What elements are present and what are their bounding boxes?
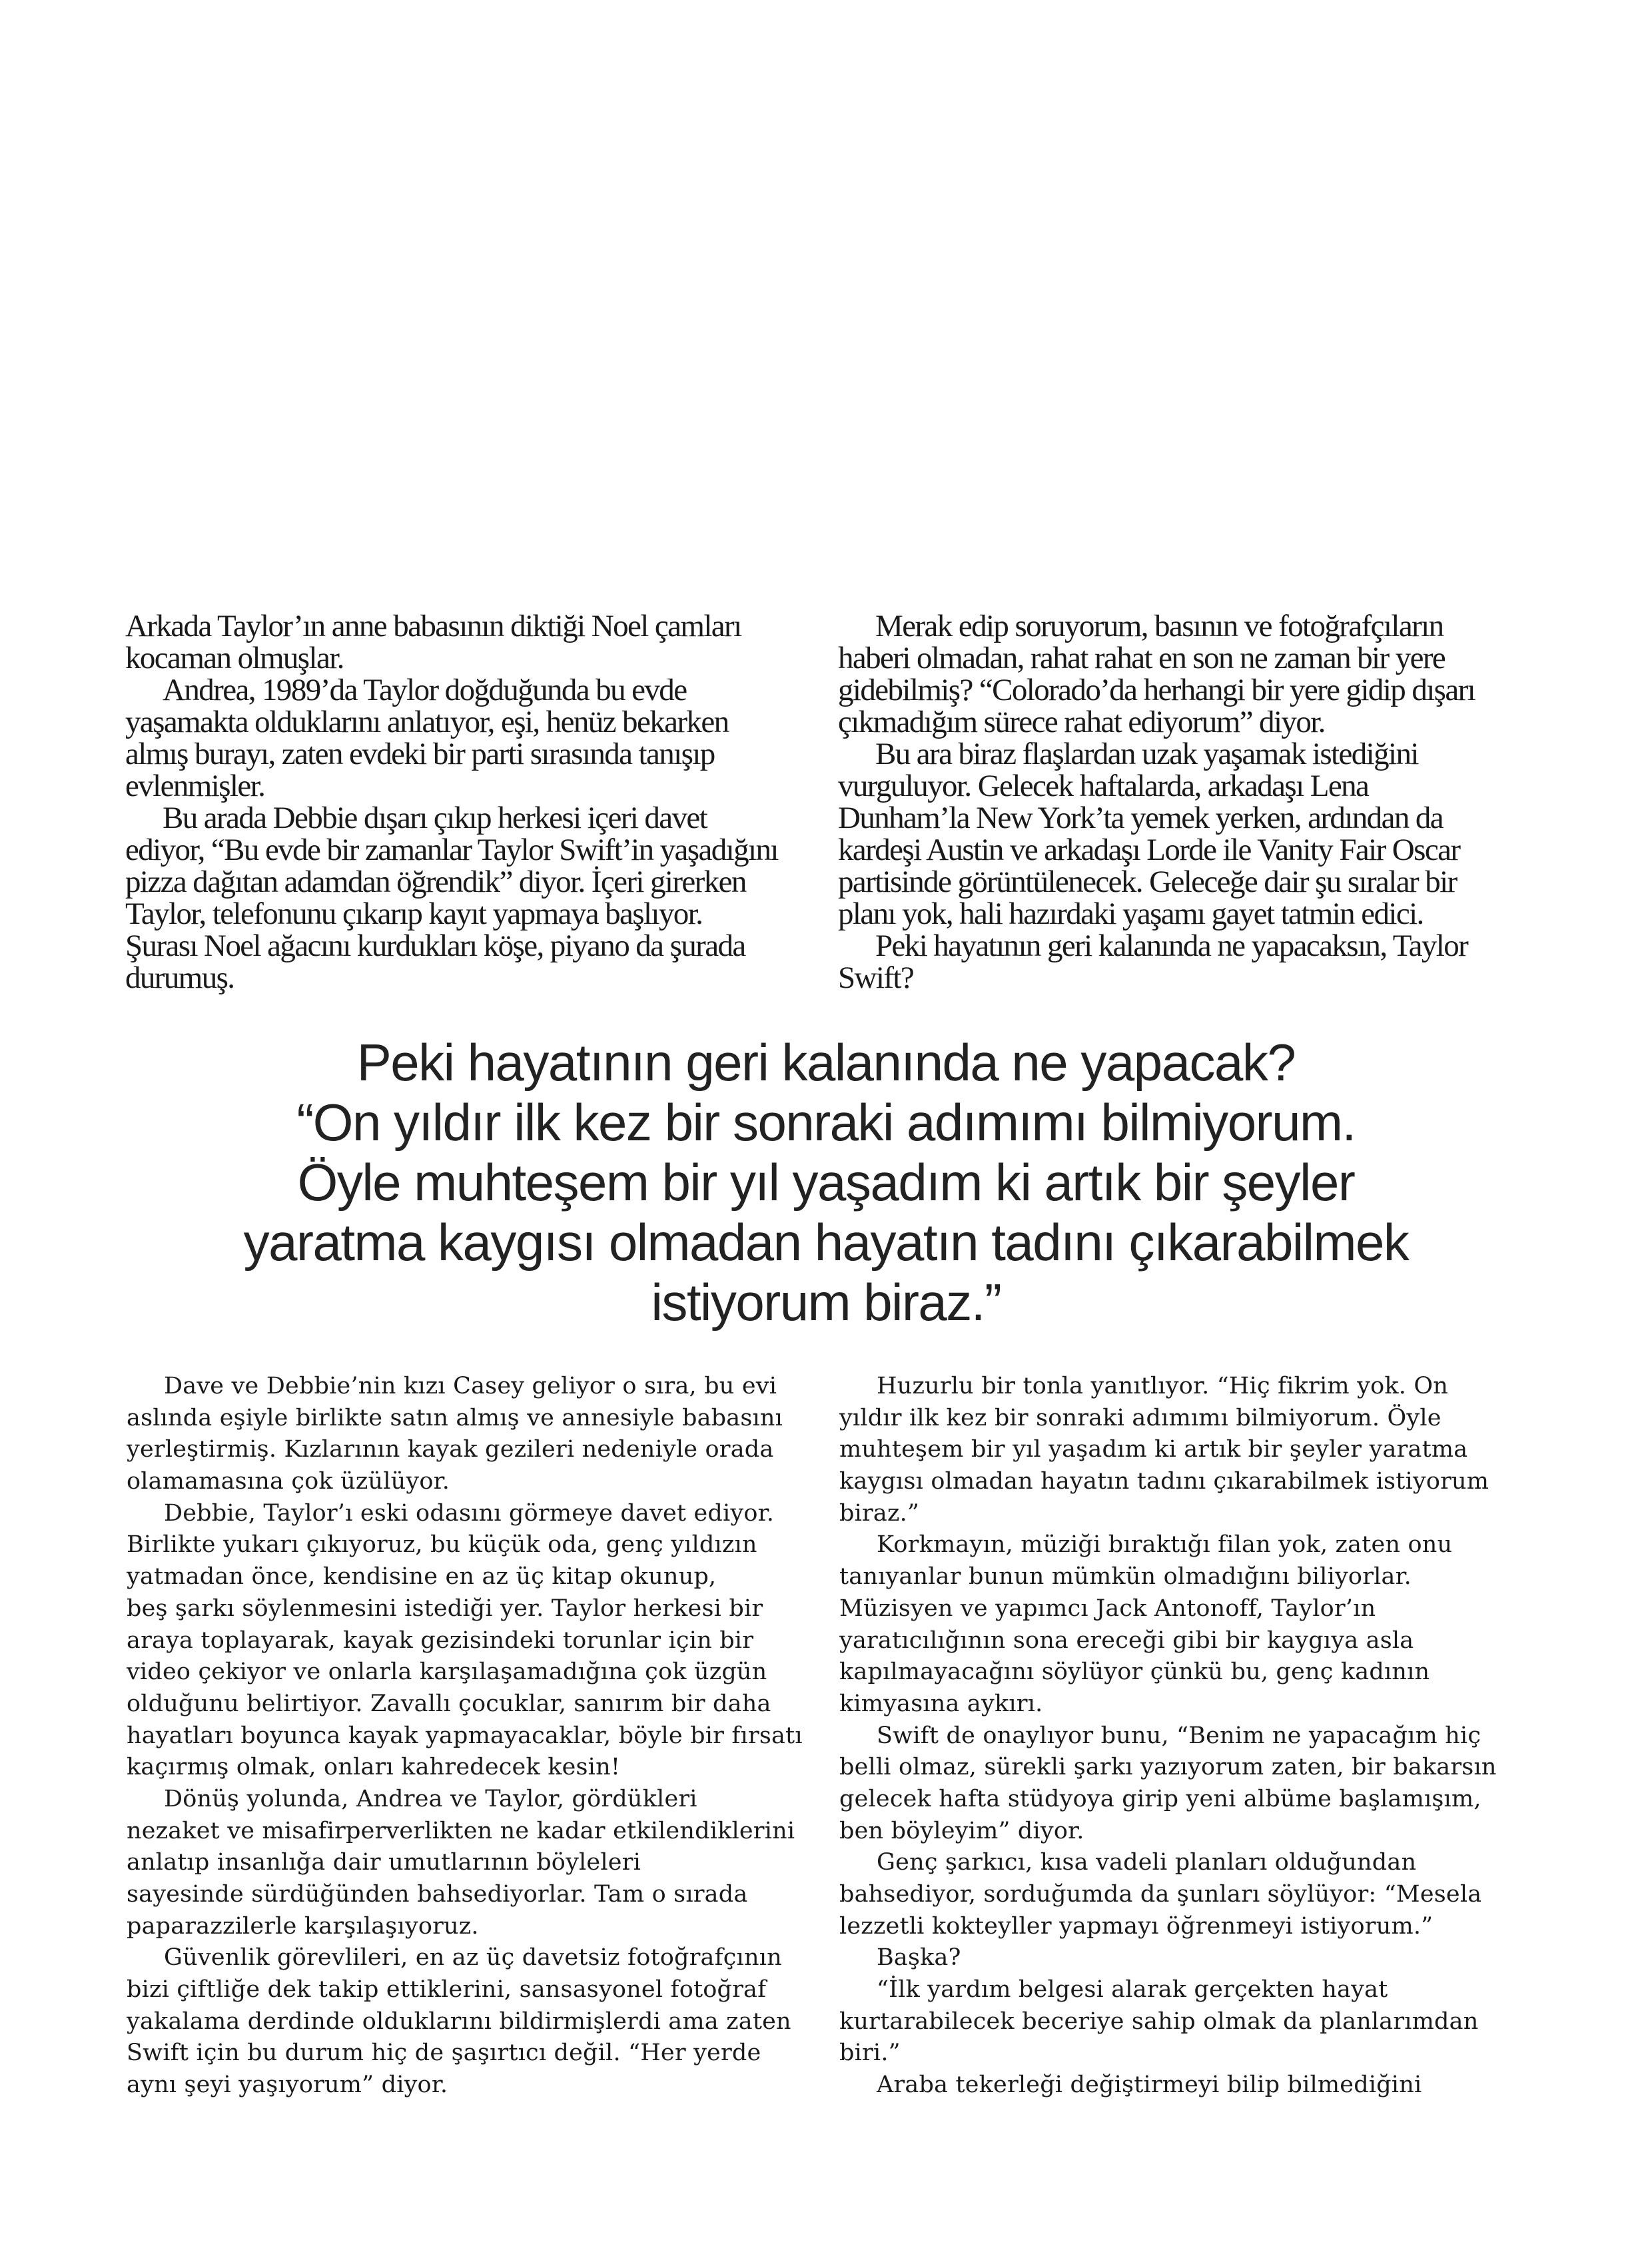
text-line: pizza dağıtan adamdan öğrendik” diyor. İçeri girerken	[125, 865, 746, 899]
text-line: aynı şeyi yaşıyorum” diyor.	[127, 2071, 448, 2099]
pull-quote	[0, 1032, 1652, 1332]
text-line: belli olmaz, sürekli şarkı yazıyorum zaten, bir bakarsın	[839, 1754, 1497, 1781]
text-line: çıkmadığım sürece rahat ediyorum” diyor.	[838, 705, 1325, 739]
article-column-top-right	[838, 610, 1475, 994]
text-line: hayatları boyunca kayak yapmayacaklar, böyle bir fırsatı	[127, 1722, 803, 1749]
pull-quote-line: “On yıldır ilk kez bir sonraki adımımı bilmiyorum.	[296, 1093, 1356, 1152]
text-line: bizi çiftliğe dek takip ettiklerini, sansasyonel fotoğraf	[127, 1976, 767, 2004]
text-line: Debbie, Taylor’ı eski odasını görmeye davet ediyor.	[164, 1499, 775, 1527]
text-line: Genç şarkıcı, kısa vadeli planları olduğundan	[877, 1849, 1417, 1876]
text-line: kurtarabilecek beceriye sahip olmak da planlarımdan	[839, 2008, 1479, 2035]
text-line: ben böyleyim” diyor.	[839, 1817, 1084, 1844]
text-line: “İlk yardım belgesi alarak gerçekten hayat	[877, 1976, 1388, 2004]
text-line: gidebilmiş? “Colorado’da herhangi bir yere gidip dışarı	[838, 673, 1475, 707]
text-line: Birlikte yukarı çıkıyoruz, bu küçük oda, genç yıldızın	[127, 1531, 757, 1559]
pull-quote-line: Peki hayatının geri kalanında ne yapacak?	[356, 1033, 1296, 1092]
text-line: Arkada Taylor’ın anne babasının diktiği Noel çamları	[125, 609, 741, 643]
text-line: yakalama derdinde olduklarını bildirmişlerdi ama zaten	[127, 2008, 791, 2035]
text-line: anlatıp insanlığa dair umutlarının böyleleri	[127, 1849, 641, 1876]
article-column-top-left	[125, 610, 778, 994]
pull-quote-line: istiyorum biraz.”	[651, 1273, 1001, 1331]
text-line: paparazzilerle karşılaşıyoruz.	[127, 1912, 479, 1940]
text-line: partisinde görüntülenecek. Geleceğe dair şu sıralar bir	[838, 865, 1457, 899]
text-line: tanıyanlar bunun mümkün olmadığını biliyorlar.	[839, 1563, 1412, 1591]
text-line: araya toplayarak, kayak gezisindeki torunlar için bir	[127, 1627, 754, 1654]
text-line: kapılmayacağını söylüyor çünkü bu, genç kadının	[839, 1659, 1430, 1686]
text-line: evlenmişler.	[125, 769, 265, 803]
text-line: planı yok, hali hazırdaki yaşamı gayet tatmin edici.	[838, 897, 1424, 931]
text-line: Swift de onaylıyor bunu, “Benim ne yapacağım hiç	[877, 1722, 1481, 1749]
article-column-bottom-left	[127, 1371, 803, 2101]
text-line: kocaman olmuşlar.	[125, 641, 344, 675]
text-line: durumuş.	[125, 960, 234, 995]
text-line: Şurası Noel ağacını kurdukları köşe, piyano da şurada	[125, 929, 745, 963]
text-line: Merak edip soruyorum, basının ve fotoğrafçıların	[875, 609, 1444, 643]
text-line: kaygısı olmadan hayatın tadını çıkarabilmek istiyorum	[839, 1468, 1489, 1495]
text-line: Andrea, 1989’da Taylor doğduğunda bu evde	[163, 673, 687, 707]
text-line: biri.”	[839, 2040, 901, 2067]
text-line: yerleştirmiş. Kızlarının kayak gezileri nedeniyle orada	[127, 1436, 774, 1463]
text-line: Müzisyen ve yapımcı Jack Antonoff, Taylor’ın	[839, 1595, 1376, 1622]
text-line: lezzetli kokteyller yapmayı öğrenmeyi istiyorum.”	[839, 1912, 1434, 1940]
text-line: kimyasına aykırı.	[839, 1690, 1043, 1717]
text-line: Araba tekerleği değiştirmeyi bilip bilmediğini	[877, 2071, 1422, 2099]
text-line: yatmadan önce, kendisine en az üç kitap okunup,	[127, 1563, 717, 1591]
text-line: vurguluyor. Gelecek haftalarda, arkadaşı Lena	[838, 769, 1369, 803]
text-line: Korkmayın, müziği bıraktığı filan yok, zaten onu	[877, 1531, 1453, 1559]
text-line: Bu arada Debbie dışarı çıkıp herkesi içeri davet	[163, 801, 707, 835]
text-line: Swift için bu durum hiç de şaşırtıcı değil. “Her yerde	[127, 2040, 761, 2067]
text-line: almış burayı, zaten evdeki bir parti sırasında tanışıp	[125, 737, 715, 771]
text-line: bahsediyor, sorduğumda da şunları söylüyor: “Mesela	[839, 1881, 1482, 1908]
text-line: aslında eşiyle birlikte satın almış ve annesiyle babasını	[127, 1404, 783, 1431]
text-line: ediyor, “Bu evde bir zamanlar Taylor Swift’in yaşadığını	[125, 833, 778, 867]
text-line: Huzurlu bir tonla yanıtlıyor. “Hiç fikrim yok. On	[877, 1373, 1449, 1399]
text-line: muhteşem bir yıl yaşadım ki artık bir şeyler yaratma	[839, 1436, 1468, 1463]
text-line: Dönüş yolunda, Andrea ve Taylor, gördükleri	[164, 1785, 697, 1812]
text-line: Başka?	[877, 1944, 961, 1972]
text-line: gelecek hafta stüdyoya girip yeni albüme başlamışım,	[839, 1785, 1481, 1812]
article-column-bottom-right	[839, 1371, 1497, 2101]
text-line: nezaket ve misafirperverlikten ne kadar etkilendiklerini	[127, 1817, 795, 1844]
text-line: biraz.”	[839, 1499, 920, 1527]
text-line: Dave ve Debbie’nin kızı Casey geliyor o sıra, bu evi	[164, 1373, 777, 1399]
text-line: olamamasına çok üzülüyor.	[127, 1468, 450, 1495]
text-line: sayesinde sürdüğünden bahsediyorlar. Tam o sırada	[127, 1881, 748, 1908]
text-line: Taylor, telefonunu çıkarıp kayıt yapmaya başlıyor.	[125, 897, 703, 931]
text-line: Peki hayatının geri kalanında ne yapacaksın, Taylor	[875, 929, 1468, 963]
pull-quote-line: yaratma kaygısı olmadan hayatın tadını çıkarabilmek	[243, 1213, 1409, 1272]
text-line: yaşamakta olduklarını anlatıyor, eşi, henüz bekarken	[125, 705, 729, 739]
text-line: yıldır ilk kez bir sonraki adımımı bilmiyorum. Öyle	[839, 1404, 1442, 1431]
pull-quote-line: Öyle muhteşem bir yıl yaşadım ki artık bir şeyler	[297, 1153, 1355, 1212]
text-line: yaratıcılığının sona ereceği gibi bir kaygıya asla	[839, 1627, 1414, 1654]
text-line: Güvenlik görevlileri, en az üç davetsiz fotoğrafçının	[164, 1944, 782, 1972]
text-line: kaçırmış olmak, onları kahredecek kesin!	[127, 1754, 621, 1781]
text-line: Dunham’la New York’ta yemek yerken, ardından da	[838, 801, 1444, 835]
text-line: beş şarkı söylenmesini istediği yer. Taylor herkesi bir	[127, 1595, 763, 1622]
text-line: kardeşi Austin ve arkadaşı Lorde ile Vanity Fair Oscar	[838, 833, 1460, 867]
text-line: video çekiyor ve onlarla karşılaşamadığına çok üzgün	[127, 1659, 767, 1686]
text-line: Swift?	[838, 960, 914, 995]
text-line: haberi olmadan, rahat rahat en son ne zaman bir yere	[838, 641, 1446, 675]
text-line: olduğunu belirtiyor. Zavallı çocuklar, sanırım bir daha	[127, 1690, 771, 1717]
text-line: Bu ara biraz flaşlardan uzak yaşamak istediğini	[875, 737, 1418, 771]
